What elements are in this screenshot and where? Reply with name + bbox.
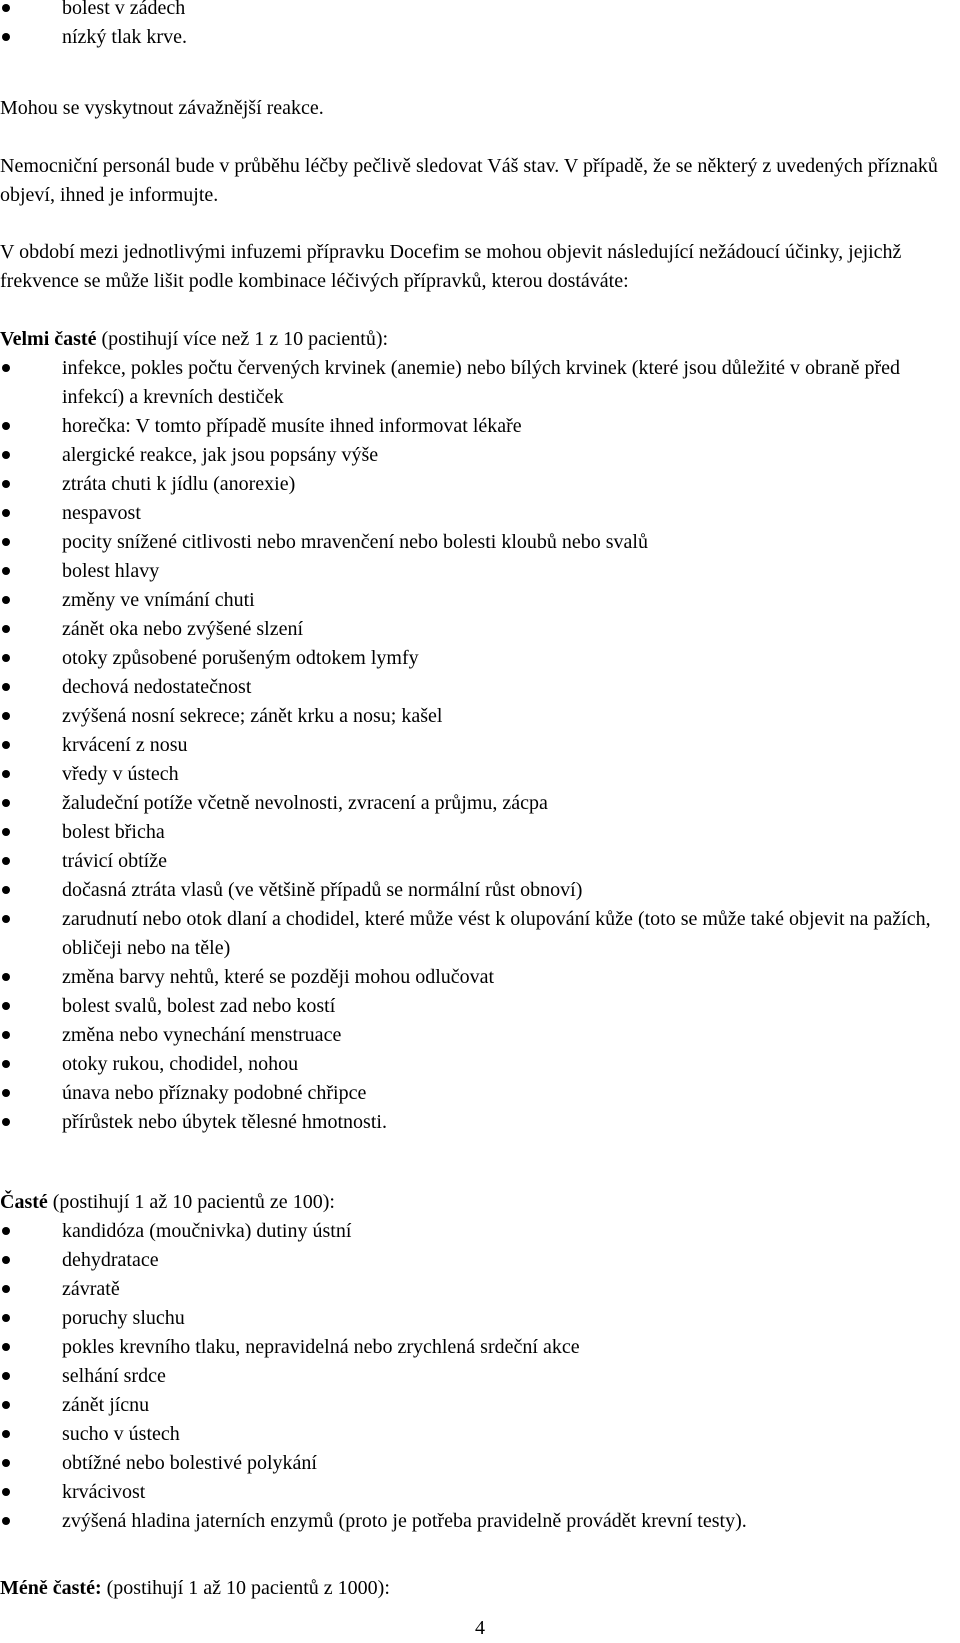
list-item: nízký tlak krve. (0, 23, 950, 52)
list-item: krvácivost (0, 1478, 950, 1507)
very-common-heading (0, 325, 950, 354)
common-list (0, 1217, 950, 1536)
list-item: dočasná ztráta vlasů (ve většině případů se normální růst obnoví) (0, 876, 950, 905)
list-item: ztráta chuti k jídlu (anorexie) (0, 470, 950, 499)
list-item: zvýšená hladina jaterních enzymů (proto je potřeba pravidelně provádět krevní testy). (0, 1507, 950, 1536)
very-common-label: Velmi časté (0, 328, 97, 350)
uncommon-heading (0, 1574, 950, 1603)
common-heading (0, 1188, 950, 1217)
list-item: nespavost (0, 499, 950, 528)
list-item: změna nebo vynechání menstruace (0, 1021, 950, 1050)
list-item: zánět jícnu (0, 1391, 950, 1420)
list-item: únava nebo příznaky podobné chřipce (0, 1079, 950, 1108)
list-item: trávicí obtíže (0, 847, 950, 876)
common-section (0, 1188, 950, 1536)
list-item: dechová nedostatečnost (0, 673, 950, 702)
very-common-list (0, 354, 950, 1137)
list-item: vředy v ústech (0, 760, 950, 789)
list-item: krvácení z nosu (0, 731, 950, 760)
uncommon-frequency: (postihují 1 až 10 pacientů z 1000): (101, 1577, 390, 1599)
list-item: poruchy sluchu (0, 1304, 950, 1333)
list-item: infekce, pokles počtu červených krvinek (anemie) nebo bílých krvinek (které jsou důležité v obraně před infekcí) a krevních destiček (0, 354, 950, 412)
common-label: Časté (0, 1191, 48, 1213)
list-item: horečka: V tomto případě musíte ihned informovat lékaře (0, 412, 950, 441)
very-common-section (0, 325, 950, 1137)
list-item: žaludeční potíže včetně nevolnosti, zvracení a průjmu, zácpa (0, 789, 950, 818)
list-item: bolest svalů, bolest zad nebo kostí (0, 992, 950, 1021)
list-item: změny ve vnímání chuti (0, 586, 950, 615)
list-item: bolest v zádech (0, 0, 950, 23)
list-item: sucho v ústech (0, 1420, 950, 1449)
list-item: přírůstek nebo úbytek tělesné hmotnosti. (0, 1108, 950, 1137)
list-item: bolest břicha (0, 818, 950, 847)
list-item: otoky rukou, chodidel, nohou (0, 1050, 950, 1079)
list-item: zarudnutí nebo otok dlaní a chodidel, které může vést k olupování kůže (toto se může také objevit na pažích, obličeji nebo na těle) (0, 905, 950, 963)
list-item: zánět oka nebo zvýšené slzení (0, 615, 950, 644)
common-frequency: (postihují 1 až 10 pacientů ze 100): (47, 1191, 335, 1213)
list-item: dehydratace (0, 1246, 950, 1275)
very-common-frequency: (postihují více než 1 z 10 pacientů): (96, 328, 389, 350)
list-item: bolest hlavy (0, 557, 950, 586)
uncommon-section (0, 1574, 950, 1603)
list-item: kandidóza (moučnivka) dutiny ústní (0, 1217, 950, 1246)
list-item: zvýšená nosní sekrece; zánět krku a nosu; kašel (0, 702, 950, 731)
page-number: 4 (475, 1617, 485, 1639)
list-item: pocity snížené citlivosti nebo mravenčení nebo bolesti kloubů nebo svalů (0, 528, 950, 557)
list-item: změna barvy nehtů, které se později mohou odlučovat (0, 963, 950, 992)
list-item: závratě (0, 1275, 950, 1304)
list-item: alergické reakce, jak jsou popsány výše (0, 441, 950, 470)
list-item: pokles krevního tlaku, nepravidelná nebo zrychlená srdeční akce (0, 1333, 950, 1362)
paragraph-hospital-staff: Nemocniční personál bude v průběhu léčby pečlivě sledovat Váš stav. V případě, že se některý z uvedených příznaků objeví, ihned je informujte. (0, 155, 938, 206)
list-item: otoky způsobené porušeným odtokem lymfy (0, 644, 950, 673)
paragraph-between-infusions: V období mezi jednotlivými infuzemi přípravku Docefim se mohou objevit následující nežádoucí účinky, jejichž frekvence se může lišit podle kombinace léčivých přípravků, kterou dostáváte: (0, 241, 902, 292)
intro-list (0, 0, 950, 52)
intro-list-block (0, 0, 950, 52)
list-item: obtížné nebo bolestivé polykání (0, 1449, 950, 1478)
uncommon-label: Méně časté: (0, 1577, 102, 1599)
paragraph-reactions: Mohou se vyskytnout závažnější reakce. (0, 97, 324, 119)
list-item: selhání srdce (0, 1362, 950, 1391)
